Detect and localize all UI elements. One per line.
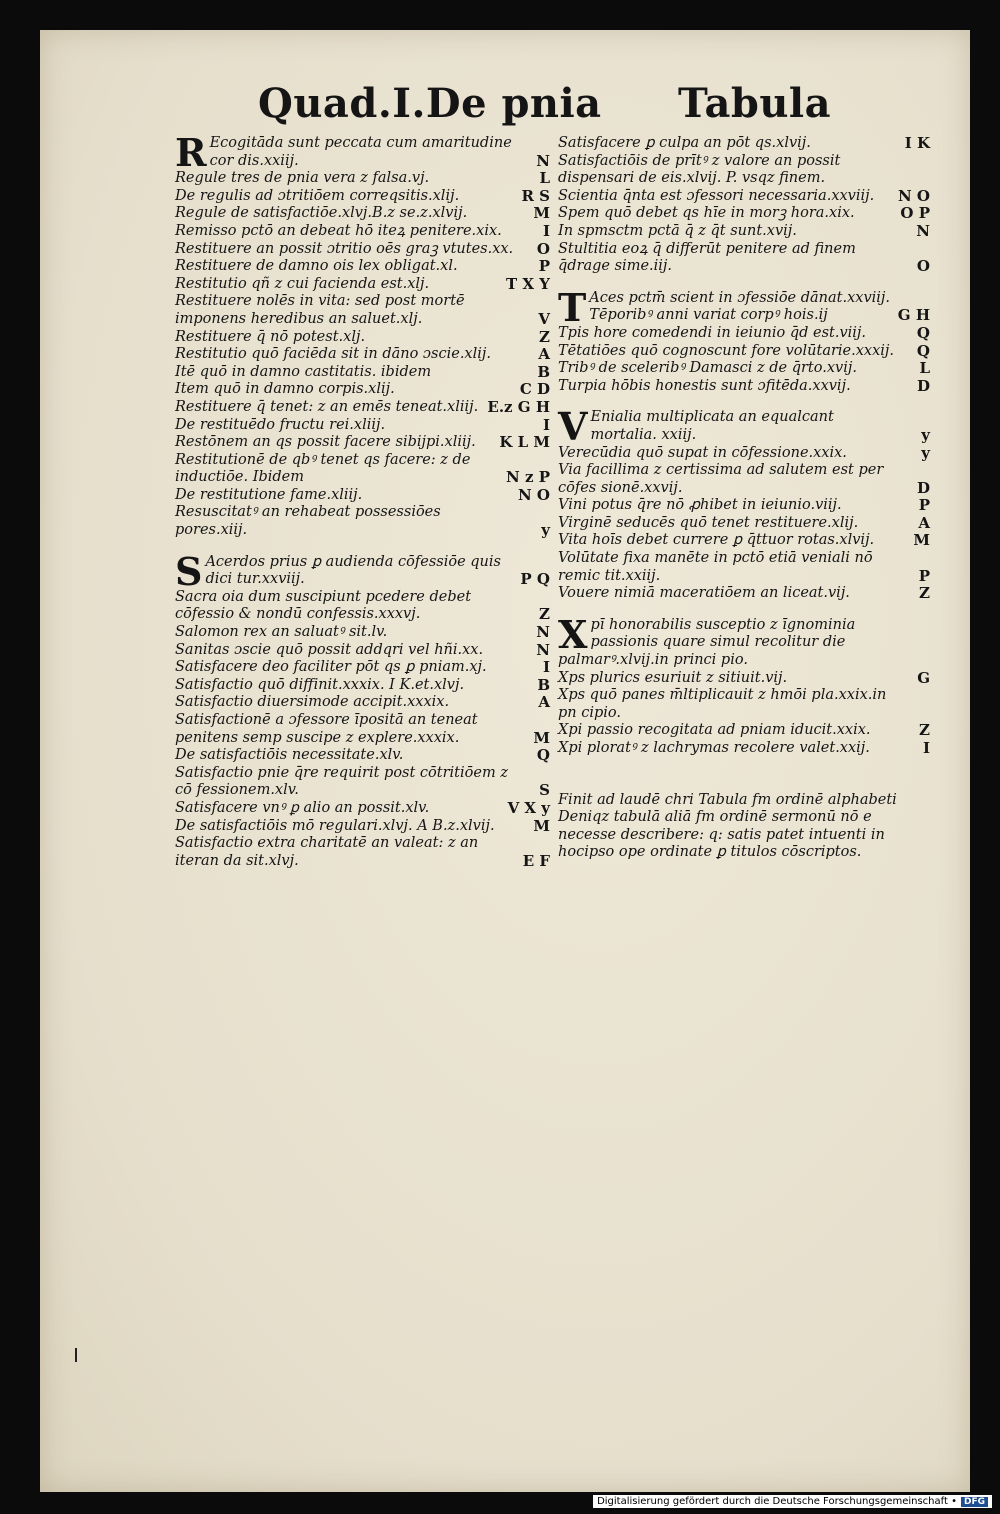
- entry-text: Regule de satisfactiōe.xlvj.B.z se.z.xlvij.: [175, 205, 468, 222]
- section-letter-marker: I: [542, 415, 550, 434]
- entry-text: Satisfactionē a ɔfessore īpositā an teneat penitens semp suscipe z explere.xxxix.: [175, 712, 478, 746]
- entry-text: Xps plurics esuriuit z sitiuit.vij.: [558, 669, 788, 686]
- index-entry: [175, 434, 550, 452]
- section-letter-marker: I: [542, 658, 550, 677]
- index-entry: [558, 360, 930, 378]
- entry-text: Xps quō panes m̄ltiplicauit z hmōi pla.xxix.in pn cipio.: [558, 687, 887, 721]
- index-entry: [558, 205, 930, 223]
- entry-text: Restituere de damno ois lex obligat.xl.: [175, 258, 458, 275]
- index-entry: [175, 765, 550, 800]
- entry-text: pī honorabilis susceptio z īgnominia passionis quare simul recolitur die palmarꝰ.xlvij.in princi pio.: [558, 616, 856, 669]
- entry-text: Verecūdia quō supat in cōfessione.xxix.: [558, 444, 847, 461]
- index-entry: [558, 497, 930, 515]
- drop-initial: X: [558, 611, 588, 657]
- index-entry: [175, 818, 550, 836]
- entry-text: Virginē seducēs quō tenet restituere.xlij.: [558, 514, 859, 531]
- entry-text: Scientia q̄nta est ɔfessori necessaria.xxviij.: [558, 187, 875, 204]
- entry-text: Xpi passio recogitata ad pniam iducit.xxix.: [558, 722, 871, 739]
- entry-text: De regulis ad ɔtritiōem correqsitis.xlij.: [175, 187, 460, 204]
- section-letter-marker: y: [921, 425, 930, 444]
- section-letter-marker: E.z G H: [487, 397, 550, 416]
- section-letter-marker: V: [538, 309, 550, 328]
- digitization-footer: [593, 1495, 992, 1508]
- index-entry: [558, 343, 930, 361]
- section-letter-marker: O: [916, 257, 930, 276]
- footer-text: Digitalisierung gefördert durch die Deutsche Forschungsgemeinschaft •: [597, 1496, 957, 1507]
- entry-text: Turpia hōbis honestis sunt ɔfitēda.xxvij.: [558, 377, 851, 394]
- entry-text: Restituere an possit ɔtritio oēs graꝫ vtutes.xx.: [175, 240, 514, 257]
- entry-text: Resuscitatꝰ an rehabeat possessiōes pores.xiij.: [175, 504, 441, 539]
- index-entry: [558, 135, 930, 153]
- section-letter-marker: G: [917, 668, 930, 687]
- section-letter-marker: N O: [898, 186, 930, 205]
- drop-initial: V: [558, 404, 588, 450]
- section-letter-marker: A: [538, 345, 550, 364]
- index-entry: [175, 659, 550, 677]
- entry-text: Xpi ploratꝰ z lachrymas recolere valet.xxij.: [558, 740, 870, 756]
- section-letter-marker: Q: [536, 746, 550, 765]
- index-entry: [175, 223, 550, 241]
- entry-text: Satisfactio quō diffinit.xxxix. I K.et.xlvj.: [175, 676, 465, 693]
- section-letter-marker: P: [538, 257, 550, 276]
- entry-text: Enialia multiplicata an equalcant mortalia. xxiij.: [590, 409, 834, 443]
- section-letter-marker: Z: [919, 721, 930, 740]
- index-entry: [175, 712, 550, 747]
- entry-text: Satisfactiōis de prītꝰ z valore an possit dispensari de eis.xlvij. P. vsqz finem.: [558, 152, 841, 187]
- index-entry: [175, 487, 550, 505]
- entry-text: Satisfacere deo faciliter pōt qs ꝑ pniam.xj.: [175, 659, 487, 676]
- section-letter-marker: M: [533, 204, 550, 223]
- section-letter-marker: Q: [916, 323, 930, 342]
- section-letter-marker: M: [533, 816, 550, 835]
- section-letter-marker: I: [542, 221, 550, 240]
- section-letter-marker: C D: [519, 380, 550, 399]
- section-letter-marker: M: [913, 531, 930, 550]
- entry-text: Vita hoīs debet currere ꝑ q̄ttuor rotas.xlvij.: [558, 532, 875, 549]
- entry-text: Sacra oia dum suscipiunt pcedere debet cōfessio & nondū confessis.xxxvj.: [175, 588, 472, 623]
- section-letter-marker: Z: [919, 584, 930, 603]
- index-entry: [558, 325, 930, 343]
- entry-text: Itē quō in damno castitatis. ibidem: [175, 363, 432, 380]
- entry-text: Volūtate fixa manēte in pctō etiā veniali nō remic tit.xxiij.: [558, 550, 873, 584]
- index-column-right: [558, 135, 930, 862]
- entry-text: Salomon rex an saluatꝰ sit.lv.: [175, 624, 388, 641]
- entry-text: De restitutione fame.xliij.: [175, 486, 363, 503]
- index-entry: [175, 346, 550, 364]
- section-letter-marker: K L M: [499, 433, 550, 452]
- section-letter-marker: N: [536, 640, 550, 659]
- entry-text: Restituere q̄ nō potest.xlj.: [175, 328, 366, 345]
- section-letter-marker: I: [922, 739, 930, 757]
- entry-text: De satisfactiōis mō regulari.xlvj. A B.z.xlvij.: [175, 817, 495, 834]
- colophon: Finit ad laudē chri Tabula fm ordinē alphabeti Deniqz tabulā aliā fm ordinē sermonū nō e necesse describere: q: satis patet intuenti in hocipso ope ordinate ꝑ titulos cōscriptos.: [558, 791, 897, 861]
- section-letter-marker: y: [541, 521, 550, 540]
- index-entry: [175, 504, 550, 539]
- section-letter-marker: P: [918, 566, 930, 585]
- entry-text: Restitutionē de qbꝰ tenet qs facere: z de inductiōe. Ibidem: [175, 451, 471, 486]
- index-entry: [558, 462, 930, 497]
- index-entry: [175, 417, 550, 435]
- index-entry: [175, 205, 550, 223]
- entry-text: Spem quō debet qs hīe in morꝫ hora.xix.: [558, 205, 855, 222]
- entry-text: Acerdos prius ꝑ audienda cōfessiōe quis dici tur.xxviij.: [205, 553, 501, 588]
- index-entry: [175, 589, 550, 624]
- section-letter-marker: S: [539, 781, 550, 800]
- index-entry: [175, 642, 550, 660]
- section-letter-marker: P: [918, 496, 930, 515]
- entry-text: Stultitia eoꝝ q̄ differūt penitere ad finem q̄drage sime.iij.: [558, 240, 856, 275]
- index-entry: [558, 515, 930, 533]
- index-entry: [558, 585, 930, 603]
- entry-text: De satisfactiōis necessitate.xlv.: [175, 747, 404, 764]
- entry-text: Via facillima z certissima ad salutem est per cōfes sionē.xxvij.: [558, 462, 884, 496]
- entry-text: Tribꝰ de sceleribꝰ Damasci z de q̄rto.xvij.: [558, 360, 857, 377]
- index-entry: [175, 130, 550, 175]
- section-letter-marker: D: [916, 376, 930, 395]
- index-entry: [558, 378, 930, 396]
- section-letter-marker: V X y: [507, 798, 550, 817]
- section-letter-marker: P Q: [520, 570, 550, 589]
- drop-initial: T: [558, 284, 587, 330]
- entry-text: De restituēdo fructu rei.xliij.: [175, 416, 386, 433]
- index-entry: [175, 329, 550, 347]
- dfg-logo: DFG: [961, 1497, 988, 1507]
- drop-initial: S: [175, 548, 203, 594]
- entry-text: Item quō in damno corpis.xlij.: [175, 381, 395, 398]
- index-entry: [558, 223, 930, 241]
- entry-text: Ecogitāda sunt peccata cum amaritudine cor dis.xxiij.: [209, 135, 512, 169]
- section-letter-marker: O P: [900, 204, 930, 223]
- index-entry: [175, 835, 550, 870]
- index-entry: [558, 532, 930, 550]
- section-letter-marker: N z P: [506, 468, 550, 487]
- section-letter-marker: N O: [518, 485, 550, 504]
- margin-mark: [75, 1348, 77, 1362]
- entry-text: Restituere q̄ tenet: z an emēs teneat.xliij.: [175, 398, 479, 415]
- index-entry: [558, 284, 930, 330]
- section-letter-marker: N: [536, 623, 550, 642]
- section-letter-marker: D: [916, 478, 930, 497]
- entry-text: Tētatiōes quō cognoscunt fore volūtarie.xxxij.: [558, 342, 895, 359]
- section-letter-marker: y: [921, 443, 930, 462]
- section-letter-marker: A: [538, 693, 550, 712]
- section-letter-marker: L: [919, 359, 930, 378]
- index-entry: [558, 404, 930, 450]
- index-entry: [175, 188, 550, 206]
- entry-text: Satisfactio pnie q̄re requirit post cōtritiōem z cō fessionem.xlv.: [175, 764, 508, 799]
- entry-text: Tpis hore comedendi in ieiunio q̄d est.viij.: [558, 324, 867, 341]
- index-entry: [175, 694, 550, 712]
- index-entry: [558, 241, 930, 276]
- entry-text: Restitutio quō faciēda sit in dāno ɔscie.xlij.: [175, 346, 491, 363]
- drop-initial: R: [175, 130, 207, 175]
- index-entry: [558, 687, 930, 722]
- entry-text: In spmsctm pctā q̄ z q̄t sunt.xvij.: [558, 222, 797, 239]
- index-entry: [175, 548, 550, 594]
- entry-text: Sanitas ɔscie quō possit addqri vel hñi.xx.: [175, 641, 484, 658]
- entry-text: Restituere nolēs in vita: sed post mortē imponens heredibus an saluet.xlj.: [175, 293, 465, 327]
- entry-text: Satisfactio diuersimode accipit.xxxix.: [175, 694, 450, 711]
- index-entry: [175, 747, 550, 765]
- section-letter-marker: Z: [539, 327, 550, 346]
- section-letter-marker: Q: [916, 341, 930, 360]
- section-letter-marker: A: [918, 513, 930, 532]
- section-letter-marker: R S: [521, 186, 550, 205]
- page-header-right: Tabula: [678, 80, 832, 127]
- section-letter-marker: G H: [897, 306, 930, 325]
- index-entry: [558, 153, 930, 188]
- index-entry: [175, 399, 550, 417]
- index-entry: [558, 611, 930, 670]
- section-letter-marker: L: [539, 169, 550, 188]
- index-entry: [558, 740, 930, 758]
- section-letter-marker: N: [536, 151, 550, 170]
- section-letter-marker: T X Y: [506, 274, 550, 293]
- index-entry: [175, 293, 550, 328]
- entry-text: Satisfacere ꝑ culpa an pōt qs.xlvij.: [558, 135, 811, 151]
- index-entry: [175, 241, 550, 259]
- index-entry: [175, 381, 550, 399]
- index-entry: [175, 800, 550, 818]
- section-letter-marker: I K: [904, 134, 930, 152]
- index-entry: [558, 188, 930, 206]
- index-entry: [558, 445, 930, 463]
- index-entry: [175, 276, 550, 294]
- index-entry: [175, 364, 550, 382]
- index-column-left: [175, 130, 550, 870]
- entry-text: Restōnem an qs possit facere sibijpi.xliij.: [175, 434, 476, 451]
- entry-text: Aces pctm̄ scient in ɔfessiōe dānat.xxviij. Tēporibꝰ anni variat corpꝰ hois.ij: [589, 289, 891, 324]
- page-header-left: Quad.I.De pnia: [258, 80, 602, 127]
- index-entry: [175, 677, 550, 695]
- section-letter-marker: N: [916, 221, 930, 240]
- entry-text: Restitutio qñ z cui facienda est.xlj.: [175, 275, 430, 292]
- index-entry: [558, 722, 930, 740]
- section-letter-marker: O: [536, 239, 550, 258]
- index-entry: [558, 670, 930, 688]
- section-letter-marker: M: [533, 728, 550, 747]
- entry-text: Vini potus q̄re nō ꝓhibet in ieiunio.viij.: [558, 497, 842, 514]
- index-entry: [175, 624, 550, 642]
- section-letter-marker: Z: [539, 605, 550, 624]
- entry-text: Remisso pctō an debeat hō iteꝝ penitere.xix.: [175, 222, 502, 239]
- entry-text: Vouere nimiā maceratiōem an liceat.vij.: [558, 585, 850, 602]
- entry-text: Satisfactio extra charitatē an valeat: z an iteran da sit.xlvj.: [175, 835, 479, 869]
- index-entry: [175, 258, 550, 276]
- index-entry: [175, 452, 550, 487]
- entry-text: Regule tres de pnia vera z falsa.vj.: [175, 170, 430, 187]
- index-entry: [175, 170, 550, 188]
- entry-text: Satisfacere vnꝰ ꝑ alio an possit.xlv.: [175, 799, 430, 816]
- section-letter-marker: B: [537, 362, 550, 381]
- section-letter-marker: E F: [522, 851, 550, 870]
- index-entry: [558, 550, 930, 585]
- section-letter-marker: B: [537, 675, 550, 694]
